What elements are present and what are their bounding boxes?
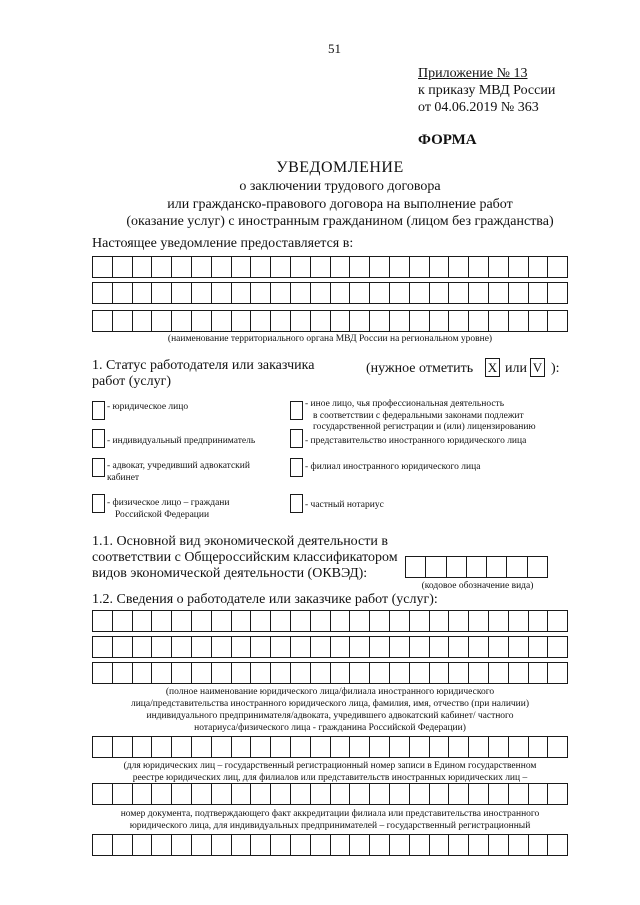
caption-line: (для юридических лиц – государственный регистрационный номер записи в Едином государственном	[123, 761, 537, 771]
input-cell[interactable]	[211, 834, 231, 856]
option-text: в соответствии с федеральными законами подлежит	[313, 410, 524, 421]
okved-code-grid[interactable]	[405, 556, 548, 578]
input-cell[interactable]	[429, 662, 449, 684]
input-cell[interactable]	[369, 310, 389, 332]
input-cell[interactable]	[151, 282, 171, 304]
input-cell[interactable]	[528, 282, 548, 304]
input-cell[interactable]	[231, 256, 251, 278]
input-cell[interactable]	[466, 556, 486, 578]
input-cell[interactable]	[231, 282, 251, 304]
input-cell[interactable]	[270, 736, 290, 758]
input-cell[interactable]	[547, 310, 568, 332]
checkbox-representative-office[interactable]	[290, 429, 303, 448]
input-cell[interactable]	[231, 783, 251, 805]
input-cell[interactable]	[250, 282, 270, 304]
input-cell[interactable]	[151, 662, 171, 684]
input-cell[interactable]	[290, 282, 310, 304]
input-cell[interactable]	[409, 783, 429, 805]
input-cell[interactable]	[369, 783, 389, 805]
input-cell[interactable]	[270, 610, 290, 632]
caption-line: (полное наименование юридического лица/филиала иностранного юридического	[165, 687, 495, 697]
input-cell[interactable]	[191, 834, 211, 856]
input-cell[interactable]	[112, 636, 132, 658]
input-cell[interactable]	[508, 783, 528, 805]
input-cell[interactable]	[191, 310, 211, 332]
input-cell[interactable]	[231, 636, 251, 658]
input-cell[interactable]	[448, 610, 468, 632]
input-cell[interactable]	[310, 610, 330, 632]
input-cell[interactable]	[488, 610, 508, 632]
input-cell[interactable]	[448, 282, 468, 304]
input-cell[interactable]	[171, 736, 191, 758]
input-cell[interactable]	[547, 282, 568, 304]
input-cell[interactable]	[528, 256, 548, 278]
input-cell[interactable]	[290, 256, 310, 278]
input-cell[interactable]	[132, 834, 152, 856]
input-cell[interactable]	[349, 834, 369, 856]
input-cell[interactable]	[231, 834, 251, 856]
input-cell[interactable]	[211, 662, 231, 684]
input-cell[interactable]	[349, 636, 369, 658]
input-cell[interactable]	[389, 610, 409, 632]
input-cell[interactable]	[446, 556, 466, 578]
input-cell[interactable]	[112, 736, 132, 758]
input-cell[interactable]	[112, 662, 132, 684]
input-cell[interactable]	[92, 610, 112, 632]
input-cell[interactable]	[349, 783, 369, 805]
input-cell[interactable]	[409, 636, 429, 658]
input-cell[interactable]	[310, 310, 330, 332]
input-cell[interactable]	[132, 736, 152, 758]
input-cell[interactable]	[508, 834, 528, 856]
input-cell[interactable]	[250, 736, 270, 758]
input-cell[interactable]	[290, 636, 310, 658]
input-cell[interactable]	[92, 834, 112, 856]
input-cell[interactable]	[528, 662, 548, 684]
checkbox-citizen[interactable]	[92, 494, 105, 513]
input-cell[interactable]	[290, 662, 310, 684]
input-cell[interactable]	[211, 783, 231, 805]
input-cell[interactable]	[310, 256, 330, 278]
input-cell[interactable]	[508, 736, 528, 758]
input-cell[interactable]	[250, 783, 270, 805]
input-cell[interactable]	[508, 610, 528, 632]
input-cell[interactable]	[211, 282, 231, 304]
input-cell[interactable]	[409, 834, 429, 856]
input-cell[interactable]	[547, 256, 568, 278]
input-cell[interactable]	[151, 783, 171, 805]
input-cell[interactable]	[330, 736, 350, 758]
okved-label-2: соответствии с Общероссийским классификатором	[92, 550, 398, 565]
input-cell[interactable]	[171, 310, 191, 332]
input-cell[interactable]	[231, 610, 251, 632]
input-cell[interactable]	[151, 834, 171, 856]
input-cell[interactable]	[429, 783, 449, 805]
input-cell[interactable]	[409, 310, 429, 332]
input-cell[interactable]	[112, 282, 132, 304]
input-cell[interactable]	[310, 783, 330, 805]
input-cell[interactable]	[151, 310, 171, 332]
input-cell[interactable]	[92, 282, 112, 304]
title-main: УВЕДОМЛЕНИЕ	[276, 159, 404, 176]
input-cell[interactable]	[369, 834, 389, 856]
option-text: кабинет	[107, 472, 140, 483]
input-cell[interactable]	[171, 256, 191, 278]
input-cell[interactable]	[330, 610, 350, 632]
input-cell[interactable]	[250, 310, 270, 332]
input-cell[interactable]	[528, 783, 548, 805]
option-representative-office	[305, 436, 526, 448]
input-cell[interactable]	[429, 834, 449, 856]
input-cell[interactable]	[171, 610, 191, 632]
mark-close: ):	[551, 361, 560, 376]
input-cell[interactable]	[508, 282, 528, 304]
mark-or: или	[505, 361, 527, 376]
input-cell[interactable]	[191, 736, 211, 758]
checkbox-other-person[interactable]	[290, 401, 303, 420]
input-cell[interactable]	[468, 256, 488, 278]
input-cell[interactable]	[468, 282, 488, 304]
input-cell[interactable]	[468, 662, 488, 684]
forma-label: ФОРМА	[418, 132, 477, 148]
input-cell[interactable]	[290, 310, 310, 332]
option-text: - иное лицо, чья профессиональная деятельность	[305, 399, 505, 409]
form-title	[60, 158, 620, 231]
input-cell[interactable]	[290, 834, 310, 856]
input-cell[interactable]	[171, 636, 191, 658]
option-other-person	[305, 399, 536, 434]
input-cell[interactable]	[92, 256, 112, 278]
input-cell[interactable]	[369, 662, 389, 684]
input-cell[interactable]	[508, 256, 528, 278]
option-text: государственной регистрации и (или) лицензированию	[313, 422, 536, 432]
input-cell[interactable]	[547, 834, 568, 856]
ogrn-grid[interactable]	[92, 736, 568, 758]
input-cell[interactable]	[250, 610, 270, 632]
okved-label-3: видов экономической деятельности (ОКВЭД):	[92, 566, 368, 581]
page-number: 51	[328, 41, 341, 56]
input-cell[interactable]	[448, 834, 468, 856]
input-cell[interactable]	[409, 282, 429, 304]
input-cell[interactable]	[270, 282, 290, 304]
input-cell[interactable]	[211, 736, 231, 758]
section1-heading: 1. Статус работодателя или заказчика	[92, 358, 315, 373]
input-cell[interactable]	[429, 636, 449, 658]
input-cell[interactable]	[488, 736, 508, 758]
input-cell[interactable]	[488, 256, 508, 278]
option-notary	[305, 500, 384, 512]
title-line-1: о заключении трудового договора	[239, 179, 441, 194]
input-cell[interactable]	[508, 662, 528, 684]
input-cell[interactable]	[389, 282, 409, 304]
input-cell[interactable]	[330, 310, 350, 332]
input-cell[interactable]	[468, 783, 488, 805]
input-cell[interactable]	[270, 636, 290, 658]
input-cell[interactable]	[191, 256, 211, 278]
input-cell[interactable]	[429, 282, 449, 304]
input-cell[interactable]	[547, 662, 568, 684]
input-cell[interactable]	[270, 834, 290, 856]
checkbox-advocate[interactable]	[92, 458, 105, 477]
section1-2-heading: 1.2. Сведения о работодателе или заказчике работ (услуг):	[92, 592, 438, 607]
input-cell[interactable]	[429, 310, 449, 332]
input-cell[interactable]	[429, 736, 449, 758]
mvd-office-row-2[interactable]	[92, 282, 568, 304]
title-line-2: или гражданско-правового договора на выполнение работ	[167, 196, 513, 212]
input-cell[interactable]	[92, 310, 112, 332]
input-cell[interactable]	[310, 662, 330, 684]
input-cell[interactable]	[330, 783, 350, 805]
input-cell[interactable]	[270, 783, 290, 805]
input-cell[interactable]	[389, 783, 409, 805]
input-cell[interactable]	[92, 736, 112, 758]
input-cell[interactable]	[468, 310, 488, 332]
input-cell[interactable]	[112, 310, 132, 332]
input-cell[interactable]	[389, 736, 409, 758]
mvd-office-row-3[interactable]	[92, 310, 568, 332]
input-cell[interactable]	[349, 662, 369, 684]
input-cell[interactable]	[468, 610, 488, 632]
input-cell[interactable]	[508, 636, 528, 658]
caption-line: нотариуса/физического лица - гражданина Российской Федерации)	[194, 723, 466, 733]
option-text: - индивидуальный предприниматель	[107, 436, 256, 446]
input-cell[interactable]	[310, 834, 330, 856]
input-cell[interactable]	[211, 636, 231, 658]
option-text: Российской Федерации	[115, 509, 210, 520]
option-individual-entrepreneur	[107, 436, 255, 448]
input-cell[interactable]	[448, 736, 468, 758]
input-cell[interactable]	[330, 636, 350, 658]
input-cell[interactable]	[92, 783, 112, 805]
title-line-3: (оказание услуг) с иностранным гражданином (лицом без гражданства)	[126, 214, 554, 229]
input-cell[interactable]	[389, 310, 409, 332]
input-cell[interactable]	[369, 736, 389, 758]
input-cell[interactable]	[369, 636, 389, 658]
input-cell[interactable]	[369, 282, 389, 304]
input-cell[interactable]	[508, 310, 528, 332]
input-cell[interactable]	[409, 610, 429, 632]
input-cell[interactable]	[132, 256, 152, 278]
input-cell[interactable]	[151, 736, 171, 758]
input-cell[interactable]	[429, 256, 449, 278]
input-cell[interactable]	[290, 783, 310, 805]
employer-name-caption	[88, 686, 572, 734]
input-cell[interactable]	[330, 282, 350, 304]
input-cell[interactable]	[191, 783, 211, 805]
input-cell[interactable]	[290, 610, 310, 632]
input-cell[interactable]	[488, 783, 508, 805]
input-cell[interactable]	[349, 310, 369, 332]
input-cell[interactable]	[448, 256, 468, 278]
registration-number-grid[interactable]	[92, 834, 568, 856]
mark-sample-x: X	[485, 358, 500, 377]
input-cell[interactable]	[369, 256, 389, 278]
employer-name-row-2[interactable]	[92, 636, 568, 658]
input-cell[interactable]	[369, 610, 389, 632]
input-cell[interactable]	[389, 662, 409, 684]
input-cell[interactable]	[290, 736, 310, 758]
input-cell[interactable]	[211, 256, 231, 278]
input-cell[interactable]	[330, 662, 350, 684]
employer-name-row-1[interactable]	[92, 610, 568, 632]
input-cell[interactable]	[528, 834, 548, 856]
option-legal-entity	[107, 402, 188, 414]
input-cell[interactable]	[132, 310, 152, 332]
input-cell[interactable]	[405, 556, 425, 578]
input-cell[interactable]	[547, 610, 568, 632]
provided-to-label: Настоящее уведомление предоставляется в:	[92, 236, 354, 251]
input-cell[interactable]	[448, 783, 468, 805]
input-cell[interactable]	[468, 736, 488, 758]
input-cell[interactable]	[330, 834, 350, 856]
checkbox-foreign-branch[interactable]	[290, 458, 303, 477]
ogrn-caption	[88, 760, 572, 784]
input-cell[interactable]	[250, 834, 270, 856]
input-cell[interactable]	[389, 636, 409, 658]
input-cell[interactable]	[547, 636, 568, 658]
input-cell[interactable]	[389, 834, 409, 856]
mvd-office-row-1[interactable]	[92, 256, 568, 278]
input-cell[interactable]	[468, 636, 488, 658]
appendix-title: Приложение № 13	[418, 66, 528, 81]
input-cell[interactable]	[191, 636, 211, 658]
input-cell[interactable]	[349, 256, 369, 278]
input-cell[interactable]	[488, 662, 508, 684]
input-cell[interactable]	[132, 636, 152, 658]
input-cell[interactable]	[448, 662, 468, 684]
option-text: - физическое лицо – граждани	[107, 498, 230, 508]
employer-name-row-3[interactable]	[92, 662, 568, 684]
input-cell[interactable]	[506, 556, 526, 578]
input-cell[interactable]	[409, 256, 429, 278]
input-cell[interactable]	[488, 834, 508, 856]
input-cell[interactable]	[528, 736, 548, 758]
input-cell[interactable]	[112, 834, 132, 856]
option-citizen	[107, 498, 229, 521]
input-cell[interactable]	[211, 610, 231, 632]
appendix-date: от 04.06.2019 № 363	[418, 100, 539, 115]
input-cell[interactable]	[132, 610, 152, 632]
input-cell[interactable]	[349, 282, 369, 304]
appendix-order: к приказу МВД России	[418, 83, 556, 98]
caption-line: номер документа, подтверждающего факт аккредитации филиала или представительства иностранного	[120, 809, 540, 819]
checkbox-legal-entity[interactable]	[92, 401, 105, 420]
input-cell[interactable]	[132, 282, 152, 304]
input-cell[interactable]	[211, 310, 231, 332]
checkbox-notary[interactable]	[290, 494, 303, 513]
input-cell[interactable]	[310, 282, 330, 304]
input-cell[interactable]	[151, 610, 171, 632]
option-text: - представительство иностранного юридического лица	[305, 436, 527, 446]
input-cell[interactable]	[171, 282, 191, 304]
input-cell[interactable]	[250, 636, 270, 658]
caption-line: юридического лица, для индивидуальных предпринимателей – государственный регистрационный	[129, 821, 531, 831]
caption-line: индивидуального предпринимателя/адвоката, учредившего адвокатский кабинет/ частного	[146, 711, 514, 721]
input-cell[interactable]	[250, 662, 270, 684]
input-cell[interactable]	[488, 310, 508, 332]
mark-instruction: (нужное отметить	[366, 361, 474, 376]
input-cell[interactable]	[132, 662, 152, 684]
input-cell[interactable]	[112, 256, 132, 278]
input-cell[interactable]	[231, 310, 251, 332]
input-cell[interactable]	[486, 556, 506, 578]
input-cell[interactable]	[171, 783, 191, 805]
input-cell[interactable]	[547, 783, 568, 805]
input-cell[interactable]	[330, 256, 350, 278]
input-cell[interactable]	[448, 310, 468, 332]
option-advocate	[107, 461, 250, 484]
caption-line: лица/представительства иностранного юридического лица, фамилия, имя, отчество (при наличии)	[130, 699, 530, 709]
okved-caption: (кодовое обозначение вида)	[421, 581, 534, 591]
input-cell[interactable]	[527, 556, 548, 578]
section1-heading-2: работ (услуг)	[92, 374, 172, 389]
input-cell[interactable]	[191, 282, 211, 304]
input-cell[interactable]	[92, 636, 112, 658]
input-cell[interactable]	[171, 834, 191, 856]
option-foreign-branch	[305, 462, 480, 474]
input-cell[interactable]	[270, 256, 290, 278]
okved-label-1: 1.1. Основной вид экономической деятельности в	[92, 534, 388, 549]
input-cell[interactable]	[151, 636, 171, 658]
input-cell[interactable]	[409, 662, 429, 684]
input-cell[interactable]	[349, 736, 369, 758]
accreditation-grid[interactable]	[92, 783, 568, 805]
mvd-office-caption: (наименование территориального органа МВД России на региональном уровне)	[167, 334, 493, 344]
input-cell[interactable]	[389, 256, 409, 278]
option-text: - частный нотариус	[305, 500, 384, 510]
option-text: - адвокат, учредивший адвокатский	[107, 461, 250, 471]
input-cell[interactable]	[528, 610, 548, 632]
input-cell[interactable]	[468, 834, 488, 856]
input-cell[interactable]	[310, 736, 330, 758]
input-cell[interactable]	[191, 662, 211, 684]
caption-line: реестре юридических лиц, для филиалов или представительств иностранных юридических лиц –	[132, 773, 528, 783]
input-cell[interactable]	[349, 610, 369, 632]
checkbox-individual-entrepreneur[interactable]	[92, 429, 105, 448]
input-cell[interactable]	[448, 636, 468, 658]
input-cell[interactable]	[547, 736, 568, 758]
accreditation-caption	[88, 808, 572, 832]
input-cell[interactable]	[191, 610, 211, 632]
input-cell[interactable]	[270, 310, 290, 332]
input-cell[interactable]	[528, 310, 548, 332]
input-cell[interactable]	[488, 636, 508, 658]
input-cell[interactable]	[250, 256, 270, 278]
input-cell[interactable]	[112, 783, 132, 805]
option-text: - юридическое лицо	[107, 402, 189, 412]
input-cell[interactable]	[92, 662, 112, 684]
input-cell[interactable]	[132, 783, 152, 805]
input-cell[interactable]	[112, 610, 132, 632]
input-cell[interactable]	[171, 662, 191, 684]
input-cell[interactable]	[528, 636, 548, 658]
input-cell[interactable]	[270, 662, 290, 684]
input-cell[interactable]	[488, 282, 508, 304]
input-cell[interactable]	[231, 736, 251, 758]
mark-sample-v: V	[530, 358, 545, 377]
input-cell[interactable]	[231, 662, 251, 684]
input-cell[interactable]	[429, 610, 449, 632]
option-text: - филиал иностранного юридического лица	[305, 462, 481, 472]
input-cell[interactable]	[425, 556, 445, 578]
input-cell[interactable]	[151, 256, 171, 278]
input-cell[interactable]	[409, 736, 429, 758]
input-cell[interactable]	[310, 636, 330, 658]
